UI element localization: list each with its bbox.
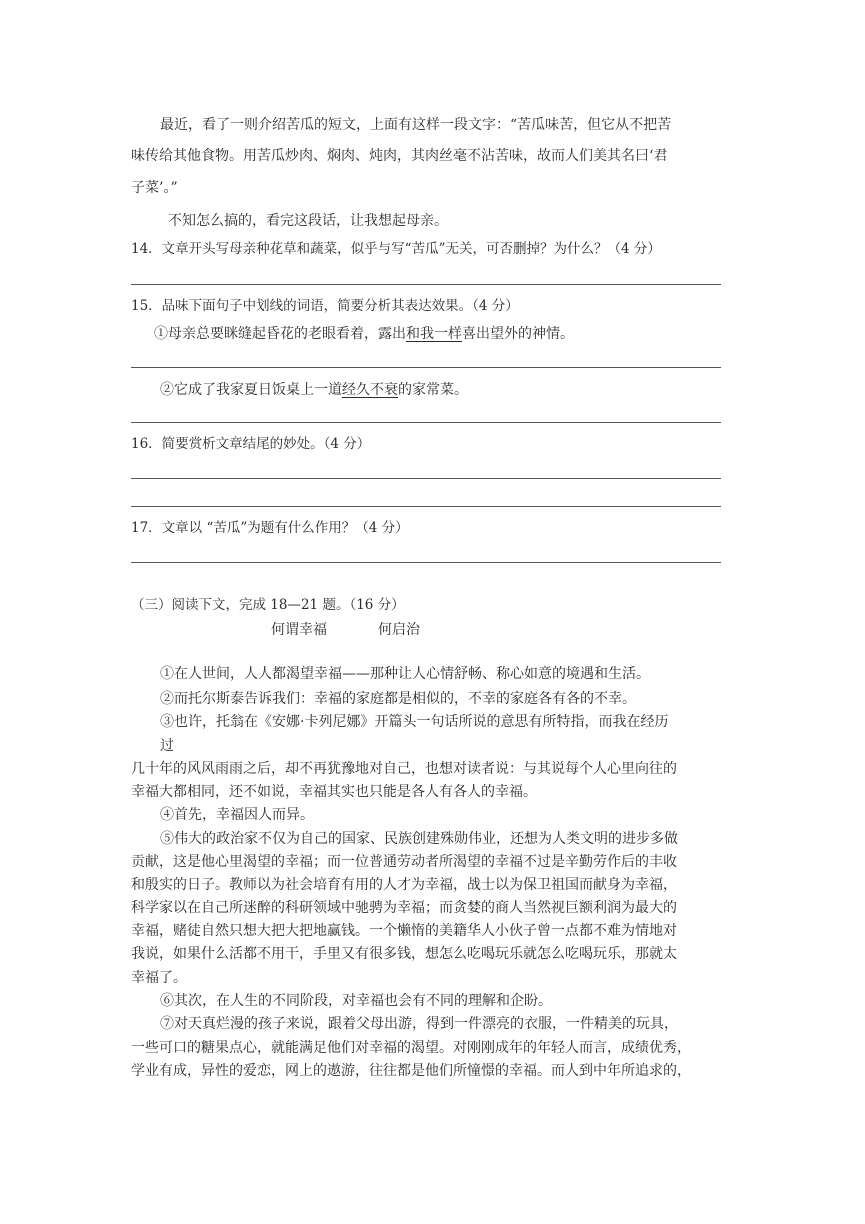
article-line: 一些可口的糖果点心，就能满足他们对幸福的渴望。对刚刚成年的年轻人而言，成绩优秀，	[131, 1040, 691, 1056]
question-14: 14．文章开头写母亲种花草和蔬菜，似乎与写“苦瓜”无关，可否删掉？为什么？（4 分）	[131, 241, 661, 257]
article-line: ⑦对天真烂漫的孩子来说，跟着父母出游，得到一件漂亮的衣服，一件精美的玩具，	[160, 1016, 678, 1032]
question-17: 17．文章以 “苦瓜”为题有什么作用？（4 分）	[131, 520, 409, 536]
article-line: 幸福大都相同，还不如说，幸福其实也只能是各人有各人的幸福。	[131, 784, 537, 800]
article-author: 何启治	[378, 622, 420, 638]
question-15-sentence-2	[160, 380, 468, 400]
passage-paragraph-1-line-1: 最近，看了一则介绍苦瓜的短文，上面有这样一段文字：“苦瓜味苦，但它从不把苦	[160, 117, 672, 133]
article-line: 科学家以在自己所迷醉的科研领域中驰骋为幸福；而贪婪的商人当然视巨额利润为最大的	[131, 900, 677, 916]
q15-s2-text-a: ②它成了我家夏日饭桌上一道	[160, 382, 342, 398]
answer-line-16-2[interactable]	[131, 506, 721, 507]
q15-s2-text-b: 的家常菜。	[398, 382, 468, 398]
article-line: ④首先，幸福因人而异。	[160, 807, 314, 823]
q15-s1-text-a: ①母亲总要眯缝起昏花的老眼看着，露出	[154, 326, 406, 342]
passage-paragraph-1-line-3: 子菜’。”	[131, 180, 178, 196]
article-line: ③也许，托翁在《安娜·卡列尼娜》开篇头一句话所说的意思有所特指，而我在经历	[160, 714, 669, 730]
passage-paragraph-1-line-2: 味传给其他食物。用苦瓜炒肉、焖肉、炖肉，其肉丝毫不沾苦味，故而人们美其名曰‘君	[131, 148, 668, 164]
q15-s1-underlined-phrase: 和我一样	[406, 326, 462, 342]
section-3-header: （三）阅读下文，完成 18—21 题。（16 分）	[131, 597, 405, 613]
question-15: 15．品味下面句子中划线的词语，简要分析其表达效果。（4 分）	[131, 298, 519, 314]
question-16: 16．简要赏析文章结尾的妙处。（4 分）	[131, 436, 371, 452]
article-line: 过	[160, 738, 174, 754]
question-15-sentence-1	[154, 324, 574, 344]
article-line: 幸福，赌徒自然只想大把大把地赢钱。一个懒惰的美籍华人小伙子曾一点都不难为情地对	[131, 923, 677, 939]
article-line: 学业有成，异性的爱恋，网上的遨游，往往都是他们所憧憬的幸福。而人到中年所追求的，	[131, 1063, 691, 1079]
passage-paragraph-2: 不知怎么搞的，看完这段话，让我想起母亲。	[168, 213, 448, 229]
article-line: ①在人世间，人人都渴望幸福——那种让人心情舒畅、称心如意的境遇和生活。	[160, 666, 650, 682]
article-title: 何谓幸福	[271, 622, 327, 638]
article-line: 我说，如果什么活都不用干，手里又有很多钱，想怎么吃喝玩乐就怎么吃喝玩乐，那就太	[131, 946, 677, 962]
article-line: 和殷实的日子。教师以为社会培育有用的人才为幸福，战士以为保卫祖国而献身为幸福，	[131, 877, 677, 893]
article-line: ⑥其次，在人生的不同阶段，对幸福也会有不同的理解和企盼。	[160, 993, 552, 1009]
article-line: 几十年的风风雨雨之后，却不再犹豫地对自己，也想对读者说：与其说每个人心里向往的	[131, 761, 677, 777]
article-line: ⑤伟大的政治家不仅为自己的国家、民族创建殊勋伟业，还想为人类文明的进步多做	[160, 831, 678, 847]
q15-s1-text-b: 喜出望外的神情。	[462, 326, 574, 342]
article-line: ②而托尔斯泰告诉我们：幸福的家庭都是相似的，不幸的家庭各有各的不幸。	[160, 691, 636, 707]
answer-line-16-1[interactable]	[131, 478, 721, 479]
answer-line-14[interactable]	[131, 284, 721, 285]
article-line: 贡献，这是他心里渴望的幸福；而一位普通劳动者所渴望的幸福不过是辛勤劳作后的丰收	[131, 854, 677, 870]
answer-line-15-2[interactable]	[131, 422, 721, 423]
article-line: 幸福了。	[131, 970, 187, 986]
answer-line-15-1[interactable]	[131, 367, 721, 368]
answer-line-17[interactable]	[131, 562, 721, 563]
q15-s2-underlined-phrase: 经久不衰	[342, 382, 398, 398]
